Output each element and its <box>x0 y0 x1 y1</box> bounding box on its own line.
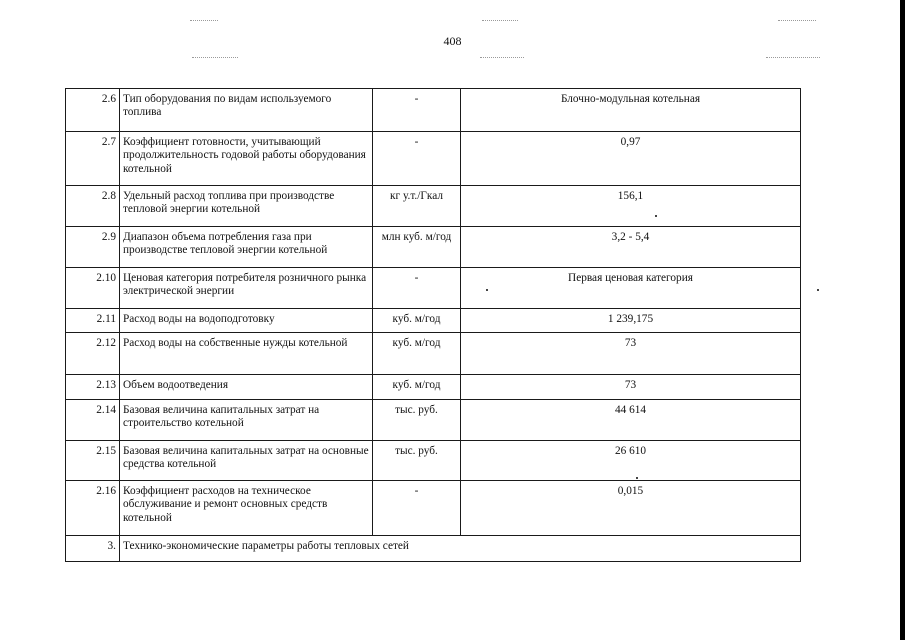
parameter-name: Диапазон объема потребления газа при производстве тепловой энергии котельной <box>120 227 373 268</box>
parameter-unit: - <box>373 481 461 536</box>
parameter-unit: тыс. руб. <box>373 400 461 441</box>
parameter-unit: - <box>373 268 461 309</box>
parameter-value: 73 <box>461 333 801 375</box>
parameter-name: Коэффициент расходов на техническое обслуживание и ремонт основных средств котельной <box>120 481 373 536</box>
row-number: 2.7 <box>66 132 120 186</box>
parameter-name: Базовая величина капитальных затрат на строительство котельной <box>120 400 373 441</box>
parameter-name: Ценовая категория потребителя розничного рынка электрической энергии <box>120 268 373 309</box>
row-number: 2.11 <box>66 309 120 333</box>
section-row <box>66 536 801 562</box>
parameter-unit: кг у.т./Гкал <box>373 186 461 227</box>
row-number: 2.15 <box>66 441 120 481</box>
parameter-name: Коэффициент готовности, учитывающий продолжительность годовой работы оборудования котельной <box>120 132 373 186</box>
page-number: 408 <box>443 34 462 48</box>
parameter-value: 73 <box>461 375 801 400</box>
table-row <box>66 186 801 227</box>
section-title: Технико-экономические параметры работы тепловых сетей <box>120 536 801 562</box>
table-row <box>66 400 801 441</box>
row-number: 2.13 <box>66 375 120 400</box>
row-number: 2.12 <box>66 333 120 375</box>
parameter-value: 3,2 - 5,4 <box>461 227 801 268</box>
parameter-value: Первая ценовая категория <box>461 268 801 309</box>
table-row <box>66 441 801 481</box>
parameter-value: 1 239,175 <box>461 309 801 333</box>
table-row <box>66 309 801 333</box>
parameter-name: Тип оборудования по видам используемого топлива <box>120 89 373 132</box>
parameters-table <box>65 88 801 562</box>
row-number: 2.6 <box>66 89 120 132</box>
parameter-name: Базовая величина капитальных затрат на основные средства котельной <box>120 441 373 481</box>
table-row <box>66 333 801 375</box>
parameter-value: Блочно-модульная котельная <box>461 89 801 132</box>
scan-artifact <box>817 289 819 291</box>
row-number: 2.14 <box>66 400 120 441</box>
parameter-value: 0,97 <box>461 132 801 186</box>
scan-border <box>900 0 905 640</box>
section-number: 3. <box>66 536 120 562</box>
parameter-unit: куб. м/год <box>373 309 461 333</box>
table-row <box>66 375 801 400</box>
parameter-name: Расход воды на водоподготовку <box>120 309 373 333</box>
scan-artifact <box>766 57 820 59</box>
parameter-unit: куб. м/год <box>373 333 461 375</box>
parameter-name: Удельный расход топлива при производстве тепловой энергии котельной <box>120 186 373 227</box>
parameter-value: 26 610 <box>461 441 801 481</box>
parameter-name: Расход воды на собственные нужды котельной <box>120 333 373 375</box>
row-number: 2.9 <box>66 227 120 268</box>
parameter-unit: - <box>373 132 461 186</box>
row-number: 2.16 <box>66 481 120 536</box>
row-number: 2.10 <box>66 268 120 309</box>
table-row <box>66 89 801 132</box>
parameter-unit: тыс. руб. <box>373 441 461 481</box>
parameter-unit: млн куб. м/год <box>373 227 461 268</box>
table-row <box>66 132 801 186</box>
table-row <box>66 268 801 309</box>
parameter-name: Объем водоотведения <box>120 375 373 400</box>
scan-artifact <box>778 20 816 22</box>
scan-artifact <box>190 20 218 22</box>
row-number: 2.8 <box>66 186 120 227</box>
parameter-unit: куб. м/год <box>373 375 461 400</box>
parameter-value: 0,015 <box>461 481 801 536</box>
parameter-value: 156,1 <box>461 186 801 227</box>
parameter-unit: - <box>373 89 461 132</box>
table-row <box>66 227 801 268</box>
table-row <box>66 481 801 536</box>
scan-artifact <box>192 57 238 59</box>
parameter-value: 44 614 <box>461 400 801 441</box>
scan-artifact <box>482 20 518 22</box>
scan-artifact <box>480 57 524 59</box>
